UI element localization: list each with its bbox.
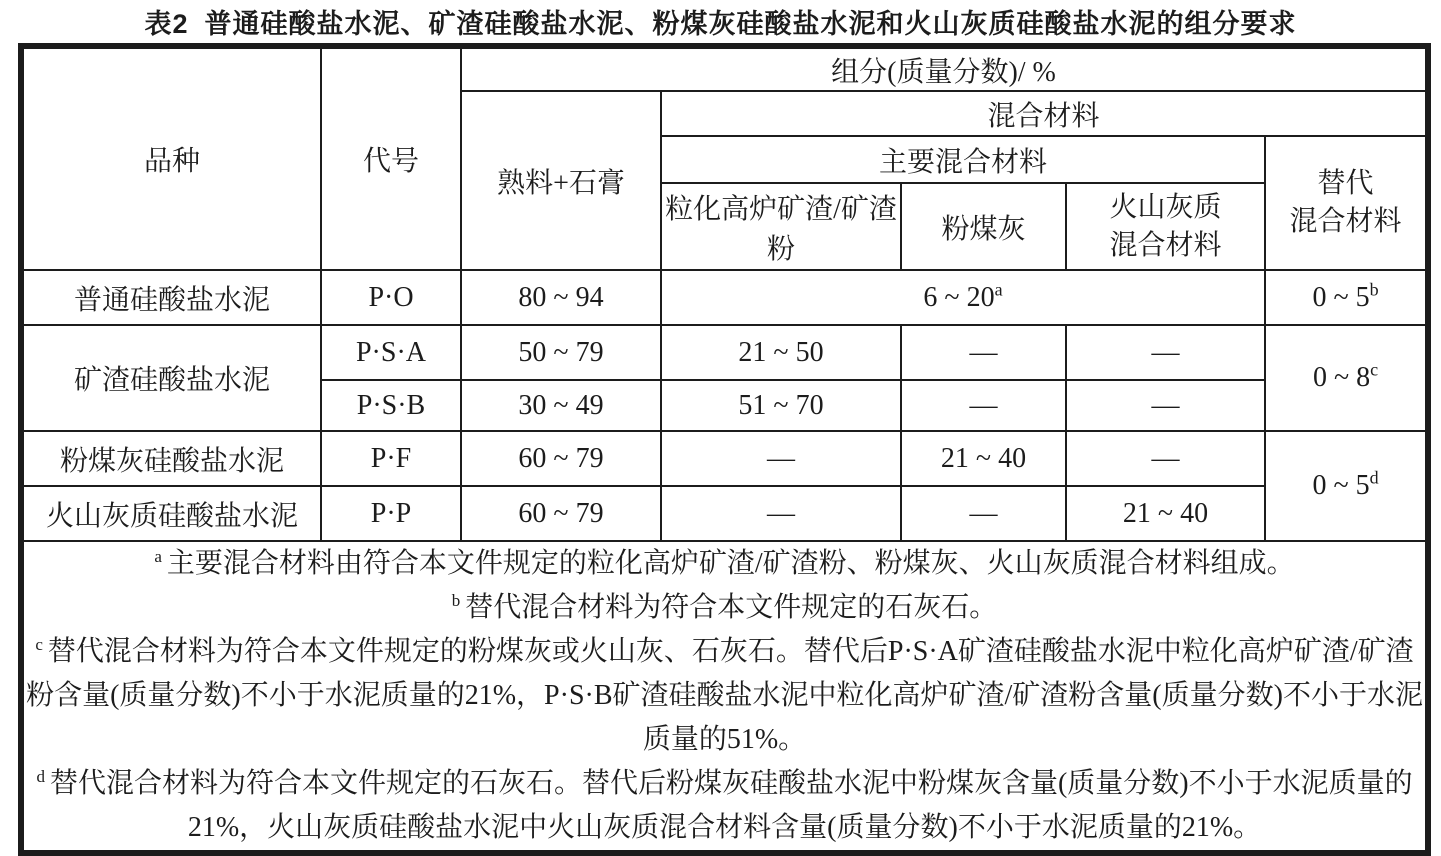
footnote-ref-a: a bbox=[994, 279, 1003, 300]
header-substitute: 替代 混合材料 bbox=[1265, 136, 1428, 270]
footnote-ref-b: b bbox=[1369, 279, 1379, 300]
cell-code: P·S·B bbox=[321, 380, 461, 431]
header-variety: 品种 bbox=[21, 46, 321, 270]
header-code: 代号 bbox=[321, 46, 461, 270]
cell-code: P·F bbox=[321, 431, 461, 486]
cell-code: P·S·A bbox=[321, 325, 461, 380]
table-row-pp bbox=[21, 486, 1428, 541]
cell-pozzolanic: — bbox=[1066, 380, 1265, 431]
footnote-c bbox=[26, 630, 1423, 762]
footnote-a bbox=[26, 542, 1423, 586]
cell-variety: 矿渣硅酸盐水泥 bbox=[21, 325, 321, 431]
table-number: 表2 bbox=[144, 9, 189, 39]
header-slag: 粒化高炉矿渣/矿渣粉 bbox=[661, 183, 901, 270]
cell-pozzolanic: — bbox=[1066, 431, 1265, 486]
table-row-po bbox=[21, 270, 1428, 325]
footnote-c-text: 替代混合材料为符合本文件规定的粉煤灰或火山灰、石灰石。替代后P·S·A矿渣硅酸盐水泥中粒化高炉矿渣/矿渣粉含量(质量分数)不小于水泥质量的21%，P·S·B矿渣硅酸盐水泥中粒化高炉矿渣/矿渣粉含量(质量分数)不小于水泥质量的51%。 bbox=[26, 636, 1423, 755]
cell-clinker: 60 ~ 79 bbox=[461, 431, 661, 486]
cell-variety: 火山灰质硅酸盐水泥 bbox=[21, 486, 321, 541]
footnote-b bbox=[26, 586, 1423, 630]
footnote-d-text: 替代混合材料为符合本文件规定的石灰石。替代后粉煤灰硅酸盐水泥中粉煤灰含量(质量分数)不小于水泥质量的21%，火山灰质硅酸盐水泥中火山灰质混合材料含量(质量分数)不小于水泥质量的21%。 bbox=[49, 768, 1413, 843]
cell-substitute: 0 ~ 5$^b$ bbox=[1265, 270, 1428, 325]
cell-clinker: 80 ~ 94 bbox=[461, 270, 661, 325]
cell-slag: 21 ~ 50 bbox=[661, 325, 901, 380]
cell-main-merged: 6 ~ 20$^a$ bbox=[661, 270, 1265, 325]
cell-variety: 粉煤灰硅酸盐水泥 bbox=[21, 431, 321, 486]
header-pozzolanic: 火山灰质 混合材料 bbox=[1066, 183, 1265, 270]
table-row-pf bbox=[21, 431, 1428, 486]
cell-code: P·P bbox=[321, 486, 461, 541]
cell-slag: — bbox=[661, 431, 901, 486]
header-row-1 bbox=[21, 46, 1428, 91]
footnote-ref-d: d bbox=[1369, 467, 1379, 488]
cell-fly-ash: — bbox=[901, 325, 1066, 380]
table-title-text: 普通硅酸盐水泥、矿渣硅酸盐水泥、粉煤灰硅酸盐水泥和火山灰质硅酸盐水泥的组分要求 bbox=[204, 9, 1297, 39]
cell-fly-ash: — bbox=[901, 486, 1066, 541]
table-caption bbox=[0, 0, 1441, 43]
footnote-c-marker: c bbox=[35, 634, 43, 654]
footnote-b-text: 替代混合材料为符合本文件规定的石灰石。 bbox=[465, 592, 998, 623]
cell-slag: 51 ~ 70 bbox=[661, 380, 901, 431]
cell-substitute: 0 ~ 8$^c$ bbox=[1265, 325, 1428, 431]
cell-pozzolanic: 21 ~ 40 bbox=[1066, 486, 1265, 541]
cell-fly-ash: — bbox=[901, 380, 1066, 431]
footnote-d bbox=[26, 762, 1423, 850]
footnote-b-marker: b bbox=[451, 590, 461, 610]
footnote-a-text: 主要混合材料由符合本文件规定的粒化高炉矿渣/矿渣粉、粉煤灰、火山灰质混合材料组成。 bbox=[166, 548, 1295, 579]
cell-pozzolanic: — bbox=[1066, 325, 1265, 380]
footnotes-row bbox=[21, 541, 1428, 853]
header-composition: 组分(质量分数)/ % bbox=[461, 46, 1428, 91]
cell-code: P·O bbox=[321, 270, 461, 325]
cell-substitute: 0 ~ 5$^d$ bbox=[1265, 431, 1428, 541]
header-clinker-gypsum: 熟料+石膏 bbox=[461, 91, 661, 270]
footnote-d-marker: d bbox=[36, 766, 45, 786]
cell-clinker: 60 ~ 79 bbox=[461, 486, 661, 541]
cement-composition-table bbox=[18, 43, 1431, 856]
header-fly-ash: 粉煤灰 bbox=[901, 183, 1066, 270]
header-mixed-materials: 混合材料 bbox=[661, 91, 1428, 136]
table-row-psa bbox=[21, 325, 1428, 380]
cell-slag: — bbox=[661, 486, 901, 541]
cell-variety: 普通硅酸盐水泥 bbox=[21, 270, 321, 325]
footnote-a-marker: a bbox=[154, 546, 162, 566]
footnote-ref-c: c bbox=[1370, 359, 1379, 380]
cell-clinker: 50 ~ 79 bbox=[461, 325, 661, 380]
cell-fly-ash: 21 ~ 40 bbox=[901, 431, 1066, 486]
cell-clinker: 30 ~ 49 bbox=[461, 380, 661, 431]
footnotes-cell bbox=[21, 541, 1428, 853]
header-main-mixed: 主要混合材料 bbox=[661, 136, 1265, 183]
